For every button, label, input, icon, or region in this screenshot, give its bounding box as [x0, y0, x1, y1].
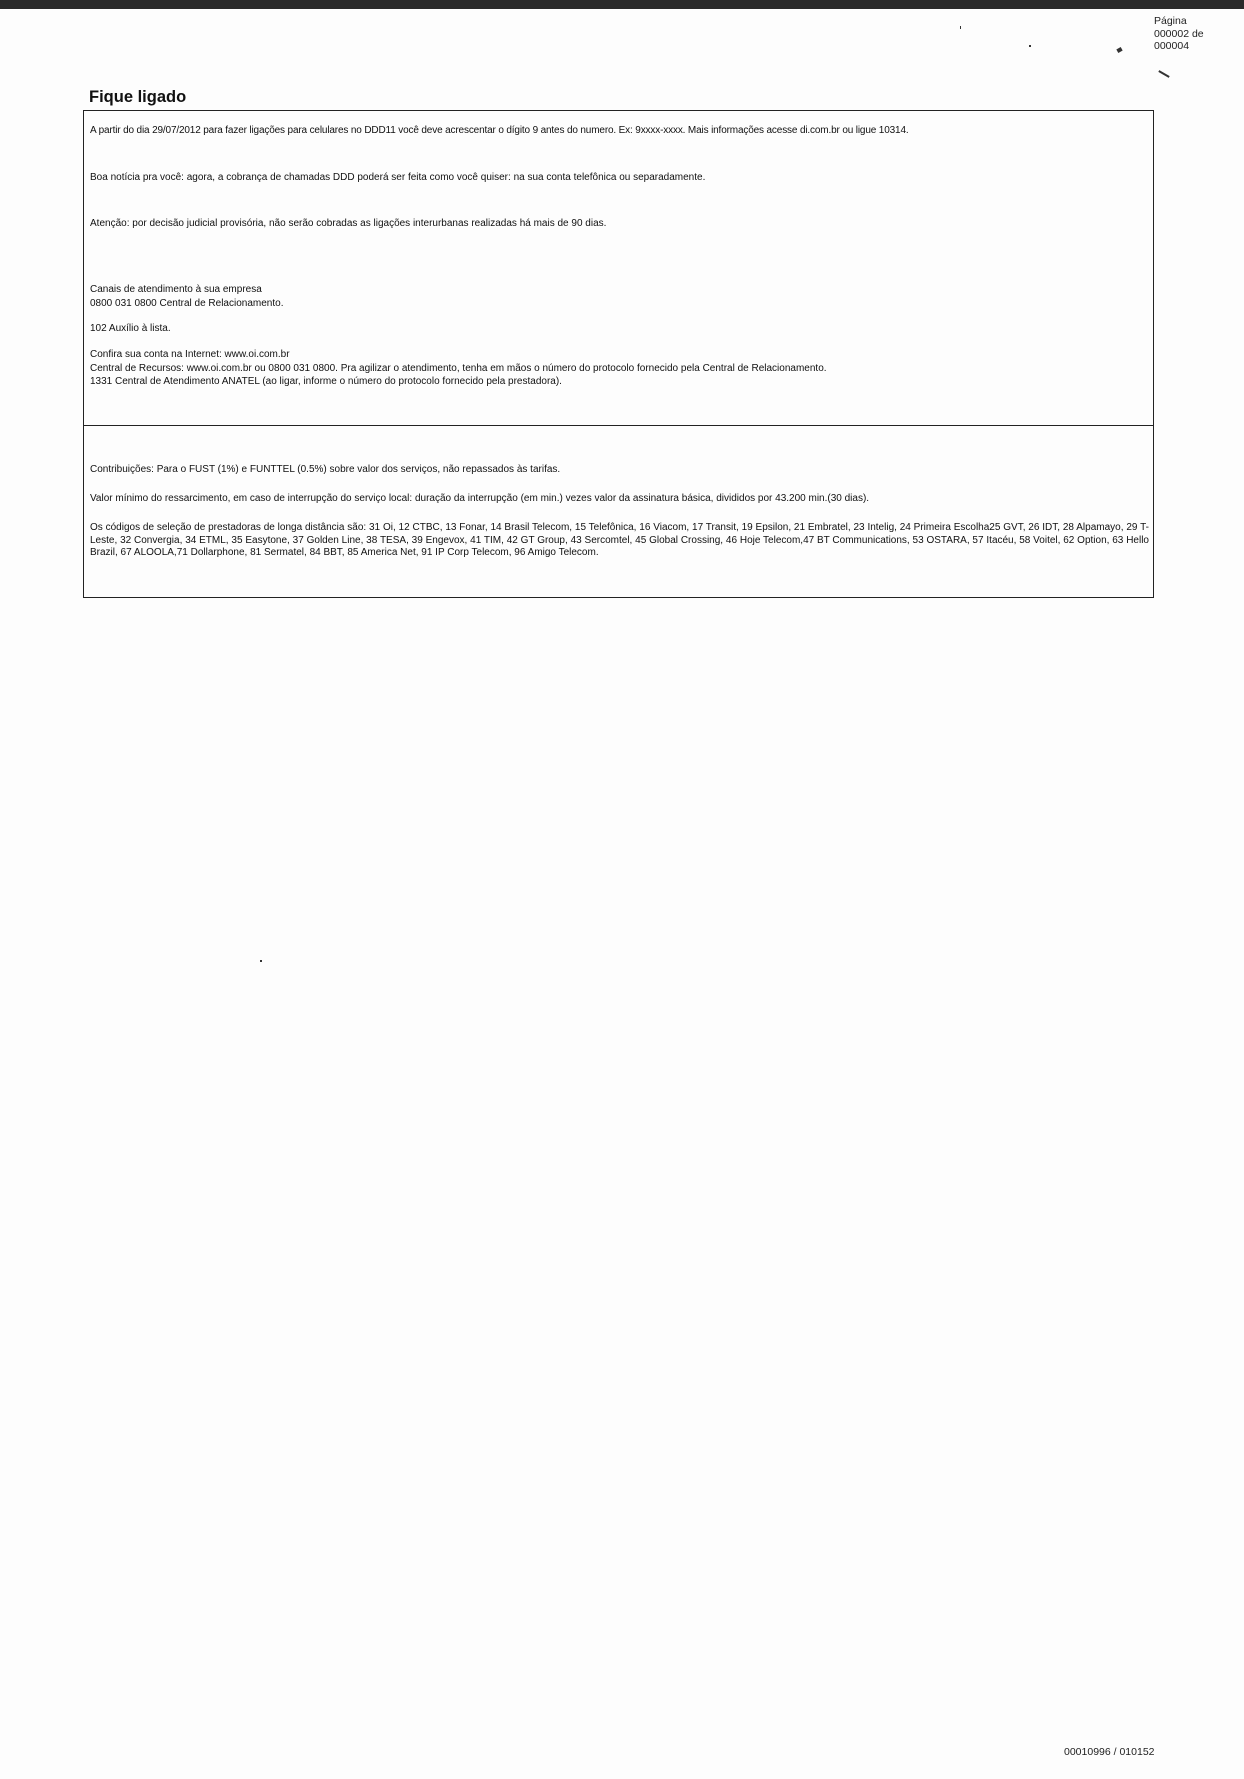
- scan-mark: [1158, 70, 1169, 78]
- attention-notice: Atenção: por decisão judicial provisória, não serão cobradas as ligações interurbanas realizadas há mais de 90 dias.: [90, 218, 607, 229]
- scan-mark: [1029, 45, 1031, 47]
- internet-line: Confira sua conta na Internet: www.oi.com.br: [90, 349, 290, 360]
- notices-box: [83, 110, 1154, 426]
- carrier-codes-text: Os códigos de seleção de prestadoras de longa distância são: 31 Oi, 12 CTBC, 13 Fonar, 14 Brasil Telecom, 15 Telefônica, 16 Viacom, 17 Transit, 19 Epsilon, 21 Embratel, 23 Intelig, 24 Primeira Escolha25 GVT, 26 IDT, 28 Alpamayo, 29 T-Leste, 32 Convergia, 34 ETML, 35 Easytone, 37 Golden Line, 38 TESA, 39 Engevox, 41 TIM, 42 GT Group, 43 Sercomtel, 45 Global Crossing, 46 Hoje Telecom,47 BT Communications, 53 OSTARA, 57 Itacéu, 58 Voitel, 62 Option, 63 Hello Brazil, 67 ALOOLA,71 Dollarphone, 81 Sermatel, 84 BBT, 85 America Net, 91 IP Corp Telecom, 96 Amigo Telecom.: [90, 522, 1149, 559]
- channels-title: Canais de atendimento à sua empresa: [90, 284, 262, 295]
- help-list-line: 102 Auxílio à lista.: [90, 323, 171, 334]
- contributions-box: [83, 425, 1154, 598]
- refund-text: Valor mínimo do ressarcimento, em caso de interrupção do serviço local: duração da interrupção (em min.) vezes valor da assinatura básica, divididos por 43.200 min.(30 dias).: [90, 493, 870, 504]
- scan-mark: [260, 960, 262, 962]
- channels-relationship-line: 0800 031 0800 Central de Relacionamento.: [90, 298, 284, 309]
- scan-top-edge: [0, 0, 1244, 9]
- page-number-info: [1154, 15, 1204, 53]
- anatel-line: 1331 Central de Atendimento ANATEL (ao ligar, informe o número do protocolo fornecido pela prestadora).: [90, 376, 562, 387]
- contributions-text: Contribuições: Para o FUST (1%) e FUNTTEL (0.5%) sobre valor dos serviços, não repassados às tarifas.: [90, 464, 561, 475]
- ddd-notice: A partir do dia 29/07/2012 para fazer ligações para celulares no DDD11 você deve acrescentar o dígito 9 antes do numero. Ex: 9xxxx-xxxx. Mais informações acesse di.com.br ou ligue 10314.: [90, 125, 909, 136]
- page-total: 000004: [1154, 40, 1190, 52]
- page-current: 000002 de: [1154, 27, 1204, 40]
- page-label: Página: [1154, 15, 1187, 27]
- section-title: Fique ligado: [89, 88, 187, 106]
- good-news-notice: Boa notícia pra você: agora, a cobrança de chamadas DDD poderá ser feita como você quiser: na sua conta telefônica ou separadamente.: [90, 172, 706, 183]
- scan-mark: [960, 26, 961, 29]
- document-code: 00010996 / 010152: [1064, 1746, 1155, 1758]
- resources-line: Central de Recursos: www.oi.com.br ou 0800 031 0800. Pra agilizar o atendimento, tenha em mãos o número do protocolo fornecido pela Central de Relacionamento.: [90, 363, 827, 374]
- scan-mark: [1116, 47, 1122, 53]
